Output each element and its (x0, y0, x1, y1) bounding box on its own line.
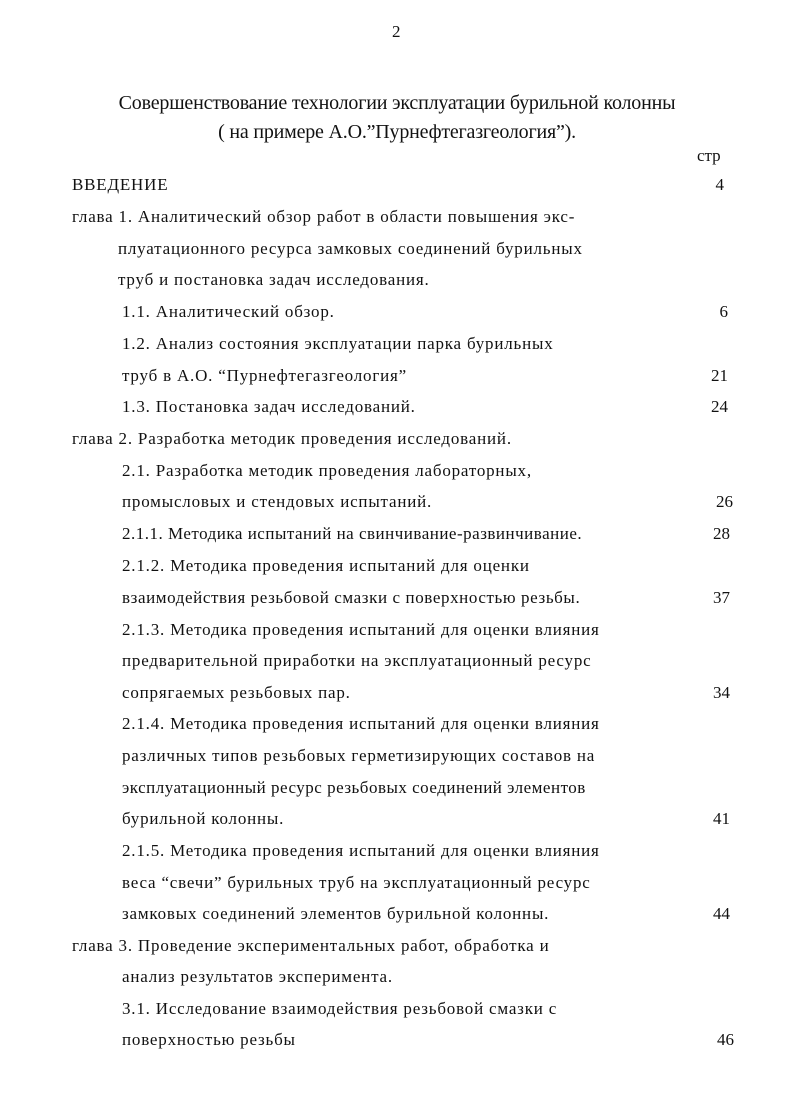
toc-page-number: 26 (716, 492, 733, 511)
toc-line: глава 2. Разработка методик проведения исследований. (72, 429, 512, 448)
toc-page-number: 46 (717, 1030, 734, 1049)
toc-line: различных типов резьбовых герметизирующих составов на (122, 746, 596, 765)
toc-line: промысловых и стендовых испытаний. (122, 492, 433, 511)
toc-page-number: 44 (713, 904, 730, 923)
toc-page-number: 37 (713, 588, 730, 607)
toc-page-number: 28 (713, 524, 730, 543)
document-title-line-1: Совершенствование технологии эксплуатации бурильной колонны (118, 92, 676, 114)
toc-line: 1.2. Анализ состояния эксплуатации парка бурильных (122, 334, 554, 353)
toc-line: ВВЕДЕНИЕ (72, 175, 169, 194)
toc-line: взаимодействия резьбовой смазки с поверхностью резьбы. (122, 588, 581, 607)
toc-line: предварительной приработки на эксплуатационный ресурс (122, 651, 592, 670)
toc-page-number: 4 (715, 175, 724, 194)
toc-line: поверхностью резьбы (122, 1030, 296, 1049)
toc-line: труб в А.О. “Пурнефтегазгеология” (122, 366, 407, 385)
toc-line: плуатационного ресурса замковых соединений бурильных (118, 239, 583, 258)
toc-line: 3.1. Исследование взаимодействия резьбовой смазки с (122, 999, 558, 1018)
toc-page-number: 34 (713, 683, 730, 702)
toc-page-number: 6 (719, 302, 728, 321)
toc-line: 2.1.5. Методика проведения испытаний для оценки влияния (122, 841, 600, 860)
toc-page-number: 24 (711, 397, 728, 416)
page-number: 2 (392, 22, 401, 41)
toc-line: труб и постановка задач исследования. (118, 270, 430, 289)
document-title-line-2: ( на примере А.О.”Пурнефтегазгеология”). (218, 121, 576, 143)
toc-line: сопрягаемых резьбовых пар. (122, 683, 351, 702)
toc-line: глава 3. Проведение экспериментальных работ, обработка и (72, 936, 550, 955)
toc-line: 1.3. Постановка задач исследований. (122, 397, 416, 416)
toc-line: бурильной колонны. (122, 809, 285, 828)
toc-line: анализ результатов эксперимента. (122, 967, 393, 986)
toc-line: 2.1.2. Методика проведения испытаний для оценки (122, 556, 530, 575)
toc-line: 2.1. Разработка методик проведения лабораторных, (122, 461, 532, 480)
toc-line: веса “свечи” бурильных труб на эксплуатационный ресурс (122, 873, 591, 892)
toc-line: эксплуатационный ресурс резьбовых соединений элементов (122, 778, 586, 797)
toc-line: 2.1.3. Методика проведения испытаний для оценки влияния (122, 620, 600, 639)
toc-line: 1.1. Аналитический обзор. (122, 302, 335, 321)
toc-page-number: 21 (711, 366, 728, 385)
toc-line: глава 1. Аналитический обзор работ в области повышения экс- (72, 207, 576, 226)
toc-line: замковых соединений элементов бурильной колонны. (122, 904, 550, 923)
toc-line: 2.1.1. Методика испытаний на свинчивание-развинчивание. (122, 524, 583, 543)
toc-page-number: 41 (713, 809, 730, 828)
page-column-header: стр (697, 146, 721, 165)
toc-line: 2.1.4. Методика проведения испытаний для оценки влияния (122, 714, 600, 733)
